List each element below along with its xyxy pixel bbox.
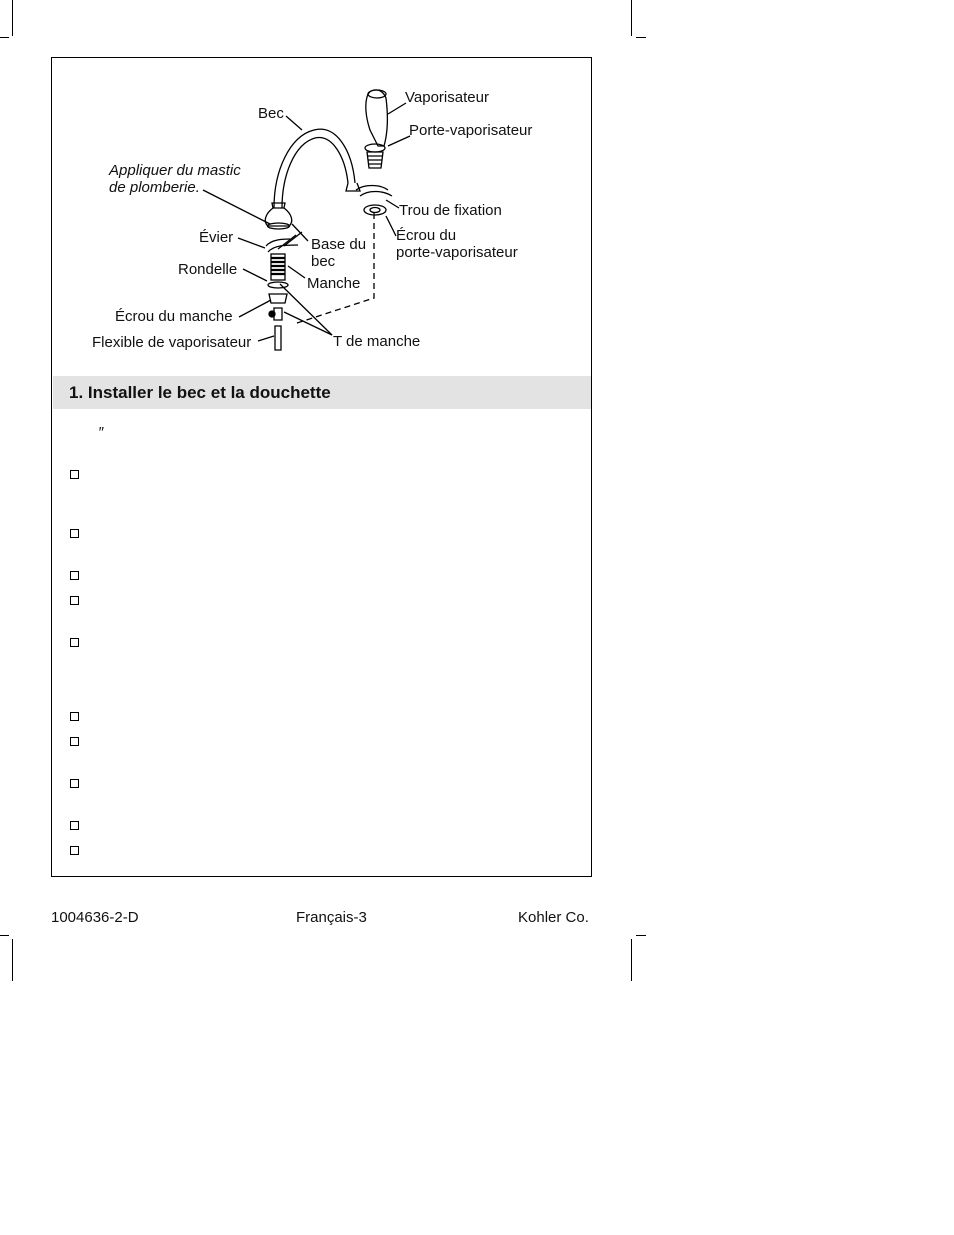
crop-mark: [636, 37, 646, 38]
section-title: 1. Installer le bec et la douchette: [69, 383, 331, 402]
label-porte-vaporisateur: Porte-vaporisateur: [409, 122, 533, 139]
section-heading-bar: [53, 376, 591, 409]
label-mastic-line2: de plomberie.: [109, 179, 200, 196]
spout-arc: [274, 129, 355, 208]
label-vaporisateur: Vaporisateur: [405, 89, 489, 106]
label-ecrou-manche: Écrou du manche: [115, 308, 233, 325]
instruction-panel: [51, 57, 592, 877]
spout-arc-inner: [282, 138, 348, 208]
checkbox[interactable]: [70, 638, 79, 647]
label-ecrou-porte-line1: Écrou du: [396, 227, 457, 244]
crop-mark: [12, 0, 13, 36]
inch-mark: ″: [98, 424, 104, 441]
label-manche: Manche: [307, 275, 361, 292]
label-evier: Évier: [199, 229, 234, 246]
checkbox[interactable]: [70, 737, 79, 746]
footer-doc-number: 1004636-2-D: [51, 909, 139, 926]
label-mastic-line1: Appliquer du mastic: [109, 162, 241, 179]
faucet-exploded-diagram: [52, 58, 591, 376]
crop-mark: [636, 935, 646, 936]
label-base-line2: bec: [311, 253, 336, 270]
label-trou-fixation: Trou de fixation: [399, 202, 502, 219]
checkbox[interactable]: [70, 529, 79, 538]
crop-mark: [12, 939, 13, 981]
checkbox[interactable]: [70, 470, 79, 479]
label-rondelle: Rondelle: [178, 261, 238, 278]
label-flexible: Flexible de vaporisateur: [92, 334, 252, 351]
crop-mark: [0, 37, 9, 38]
crop-mark: [631, 0, 632, 36]
checkbox[interactable]: [70, 779, 79, 788]
crop-mark: [0, 935, 9, 936]
footer-page-number: Français-3: [296, 909, 367, 926]
checkbox[interactable]: [70, 571, 79, 580]
checkbox[interactable]: [70, 596, 79, 605]
checkbox[interactable]: [70, 846, 79, 855]
label-base-line1: Base du: [311, 236, 367, 253]
checkbox[interactable]: [70, 821, 79, 830]
label-t-manche: T de manche: [333, 333, 421, 350]
footer-company: Kohler Co.: [518, 909, 589, 926]
crop-mark: [631, 939, 632, 981]
label-ecrou-porte-line2: porte-vaporisateur: [396, 244, 518, 261]
label-bec: Bec: [258, 105, 284, 122]
checkbox[interactable]: [70, 712, 79, 721]
